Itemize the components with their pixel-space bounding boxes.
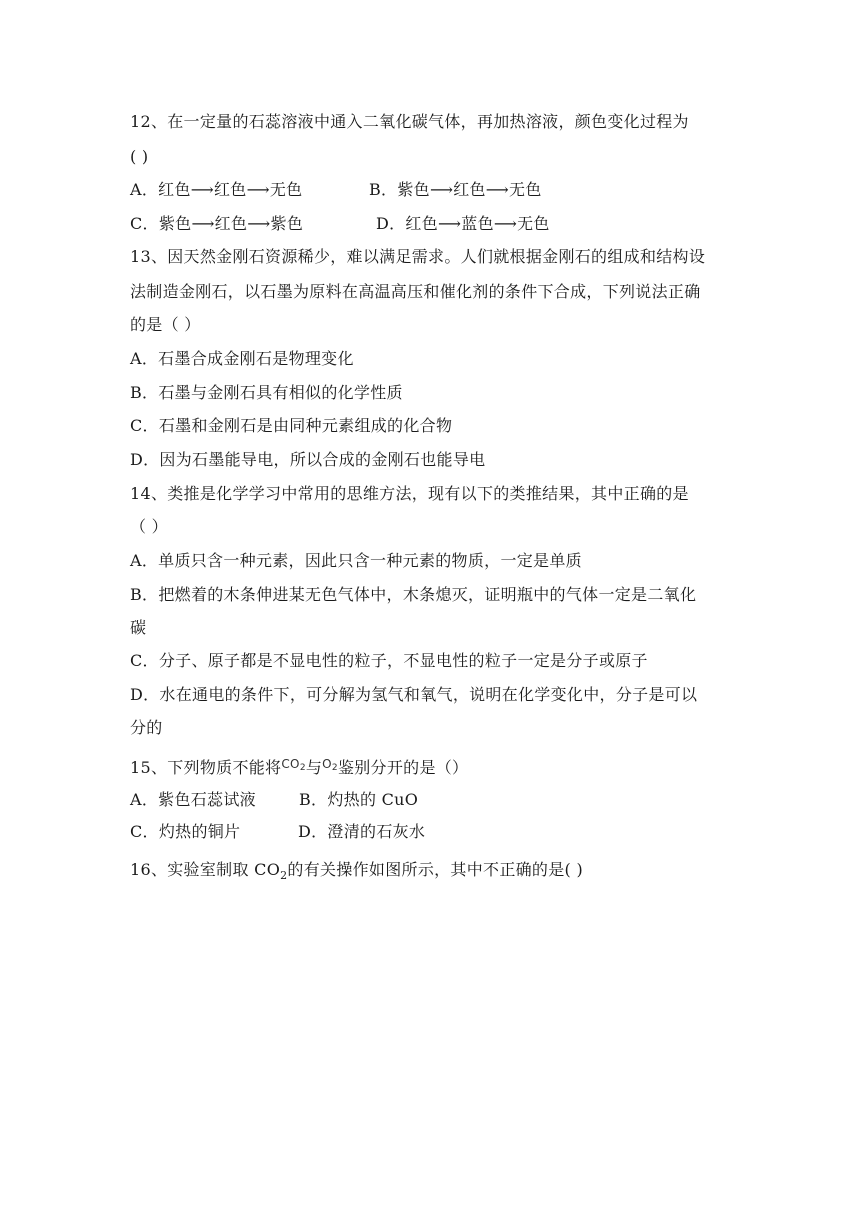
q12-option-a: A．红色⟶红色⟶无色	[130, 180, 303, 199]
q16-stem	[130, 860, 583, 886]
q14-stem-line2: （ ）	[130, 517, 168, 536]
q13-option-b: B．石墨与金刚石具有相似的化学性质	[130, 383, 403, 402]
q15-option-d: D．澄清的石灰水	[298, 822, 426, 841]
q14-option-b-line2: 碳	[130, 618, 147, 637]
o2-formula: $O_2$	[322, 757, 338, 773]
q15-option-c: C．灼热的铜片	[130, 822, 241, 841]
q15-option-a: A．紫色石蕊试液	[130, 790, 256, 809]
q15-stem-post: 鉴别分开的是（）	[337, 758, 469, 777]
q14-option-a: A．单质只含一种元素，因此只含一种元素的物质，一定是单质	[130, 551, 582, 570]
q12-option-c: C．紫色⟶红色⟶紫色	[130, 214, 304, 233]
co2-formula: $CO_2$	[281, 757, 306, 773]
q14-stem-line1: 14、类推是化学学习中常用的思维方法，现有以下的类推结果，其中正确的是	[130, 484, 689, 503]
q13-stem-line2: 法制造金刚石，以石墨为原料在高温高压和催化剂的条件下合成，下列说法正确	[130, 282, 701, 301]
q12-paren: ( )	[130, 147, 149, 166]
q13-option-d: D．因为石墨能导电，所以合成的金刚石也能导电	[130, 450, 486, 469]
q15-stem-pre: 15、下列物质不能将	[130, 758, 282, 777]
q16-stem-post: 的有关操作如图所示，其中不正确的是( )	[287, 860, 583, 879]
q14-option-b-line1: B．把燃着的木条伸进某无色气体中，木条熄灭，证明瓶中的气体一定是二氧化	[130, 585, 697, 604]
q13-stem-line1: 13、因天然金刚石资源稀少，难以满足需求。人们就根据金刚石的组成和结构设	[130, 247, 706, 266]
q15-stem-mid: 与	[305, 758, 323, 777]
q13-option-c: C．石墨和金刚石是由同种元素组成的化合物	[130, 416, 453, 435]
q14-option-d-line2: 分的	[130, 718, 163, 737]
q14-option-c: C．分子、原子都是不显电性的粒子，不显电性的粒子一定是分子或原子	[130, 651, 648, 670]
q13-option-a: A．石墨合成金刚石是物理变化	[130, 349, 354, 368]
q12-option-d: D．红色⟶蓝色⟶无色	[376, 214, 550, 233]
q12-stem: 12、在一定量的石蕊溶液中通入二氧化碳气体，再加热溶液，颜色变化过程为	[130, 112, 689, 131]
q13-stem-line3: 的是（ ）	[130, 315, 201, 334]
q14-option-d-line1: D．水在通电的条件下，可分解为氢气和氧气，说明在化学变化中，分子是可以	[130, 685, 698, 704]
q12-option-b: B．紫色⟶红色⟶无色	[369, 180, 542, 199]
q15-stem	[130, 754, 468, 778]
q16-co2-subscript: 2	[280, 869, 288, 883]
q15-option-b: B．灼热的 CuO	[299, 790, 419, 809]
q16-stem-pre: 16、实验室制取 CO	[130, 860, 281, 879]
